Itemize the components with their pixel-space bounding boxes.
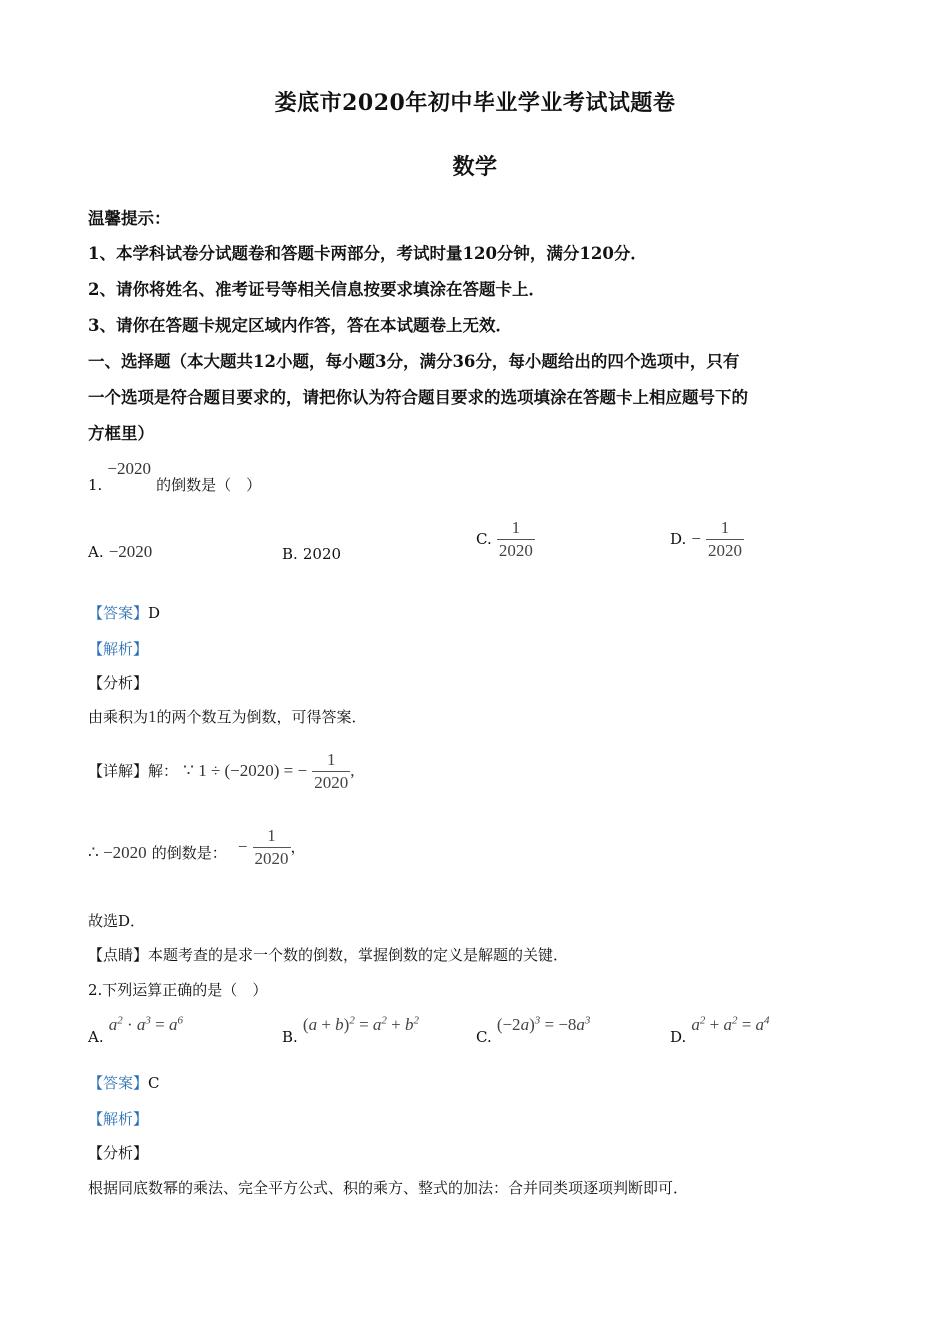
text: 的两个数互为倒数，可得答案． bbox=[156, 708, 367, 726]
tips-heading: 温馨提示： bbox=[88, 209, 171, 228]
page-title: 娄底市2020年初中毕业学业考试试题卷 bbox=[274, 90, 676, 116]
section-heading: 一、选择题（本大题共12小题，每小题3分，满分36分，每小题给出的四个选项中，只有 bbox=[88, 352, 740, 371]
tip-item: 3、请你在答题卡规定区域内作答，答在本试题卷上无效． bbox=[88, 316, 512, 335]
tip-item: 1、本学科试卷分试题卷和答题卡两部分，考试时量120分钟，满分120分． bbox=[88, 244, 647, 263]
dianjing-line bbox=[88, 944, 568, 965]
option-b bbox=[282, 544, 341, 563]
text: 由乘积为 bbox=[88, 708, 149, 726]
answer-value: D bbox=[148, 604, 161, 622]
fenxi-text bbox=[88, 706, 367, 727]
option-value: −2020 bbox=[108, 542, 153, 561]
option-formula: $a^2 + a^2 = a^4$ bbox=[691, 1014, 770, 1034]
section-heading-cont: 方框里） bbox=[88, 424, 154, 443]
math-one: 1 bbox=[148, 707, 157, 726]
detail-tag: 【详解】 bbox=[88, 762, 149, 780]
punctuation: , bbox=[350, 761, 355, 780]
option-label: C. bbox=[476, 1027, 492, 1046]
question-stem: 的倒数是（ ） bbox=[156, 476, 262, 494]
option-label: D. bbox=[670, 530, 687, 548]
answer-value: C bbox=[148, 1074, 160, 1092]
question-2: 2.下列运算正确的是（ ） bbox=[88, 981, 268, 999]
numerator: 1 bbox=[267, 826, 276, 845]
option-formula: $(a + b)^2 = a^2 + b^2$ bbox=[302, 1014, 420, 1034]
text: 的倒数是： bbox=[151, 844, 227, 862]
option-a bbox=[88, 1014, 183, 1046]
question-expression: −2020 bbox=[107, 459, 151, 478]
analysis-tag: 【解析】 bbox=[88, 640, 149, 658]
denominator: 2020 bbox=[254, 849, 289, 868]
therefore-line bbox=[88, 826, 306, 869]
option-formula: $a^2 \cdot a^3 = a^6$ bbox=[108, 1014, 183, 1034]
option-formula: $(-2a)^3 = -8a^3$ bbox=[496, 1014, 591, 1034]
punctuation: ， bbox=[290, 838, 306, 856]
fenxi-tag: 【分析】 bbox=[88, 674, 149, 692]
option-label: A. bbox=[88, 543, 104, 561]
denominator: 2020 bbox=[708, 541, 743, 560]
minus-sign: − bbox=[691, 529, 701, 548]
option-value: 2020 bbox=[302, 545, 342, 563]
tip-item: 2、请你将姓名、准考证号等相关信息按要求填涂在答题卡上． bbox=[88, 280, 545, 299]
option-label: C. bbox=[476, 530, 492, 548]
numerator: 1 bbox=[511, 518, 521, 537]
subject-title: 数学 bbox=[452, 154, 498, 180]
option-b bbox=[282, 1014, 420, 1046]
numerator: 1 bbox=[326, 750, 336, 769]
question-1 bbox=[88, 458, 262, 494]
option-c bbox=[476, 518, 535, 561]
option-c bbox=[476, 1014, 591, 1046]
option-label: D. bbox=[670, 1027, 687, 1046]
text: 本题考查的是求一个数的倒数，掌握倒数的定义是解题的关键． bbox=[148, 946, 569, 964]
minus-sign: − bbox=[237, 837, 248, 856]
question-number: 1. bbox=[88, 476, 103, 494]
option-a bbox=[88, 542, 152, 562]
fraction bbox=[497, 518, 535, 561]
analysis-tag: 【解析】 bbox=[88, 1110, 149, 1128]
fraction bbox=[312, 750, 350, 793]
option-label: B. bbox=[282, 1027, 298, 1046]
math-expression: ∵ 1 ÷ (−2020) = − bbox=[183, 761, 308, 780]
text: 解： bbox=[148, 762, 179, 780]
fraction bbox=[253, 826, 291, 869]
answer-tag: 【答案】 bbox=[88, 1074, 149, 1092]
numerator: 1 bbox=[720, 518, 730, 537]
answer-line bbox=[88, 602, 160, 623]
fraction bbox=[706, 518, 744, 561]
denominator: 2020 bbox=[314, 773, 349, 792]
denominator: 2020 bbox=[498, 541, 533, 560]
choose-line: 故选D． bbox=[88, 912, 146, 930]
section-heading-cont: 一个选项是符合题目要求的，请把你认为符合题目要求的选项填涂在答题卡上相应题号下的 bbox=[88, 388, 748, 407]
option-label: A. bbox=[88, 1027, 104, 1046]
dianjing-tag: 【点睛】 bbox=[88, 946, 149, 964]
option-label: B. bbox=[282, 545, 298, 563]
fenxi-text: 根据同底数幂的乘法、完全平方公式、积的乘方、整式的加法：合并同类项逐项判断即可． bbox=[88, 1179, 689, 1197]
option-d bbox=[670, 1014, 770, 1046]
fenxi-tag: 【分析】 bbox=[88, 1144, 149, 1162]
detail-line bbox=[88, 750, 354, 793]
answer-tag: 【答案】 bbox=[88, 604, 149, 622]
option-d bbox=[670, 518, 744, 561]
math-expression: ∴ −2020 bbox=[88, 843, 147, 862]
answer-line bbox=[88, 1072, 160, 1093]
